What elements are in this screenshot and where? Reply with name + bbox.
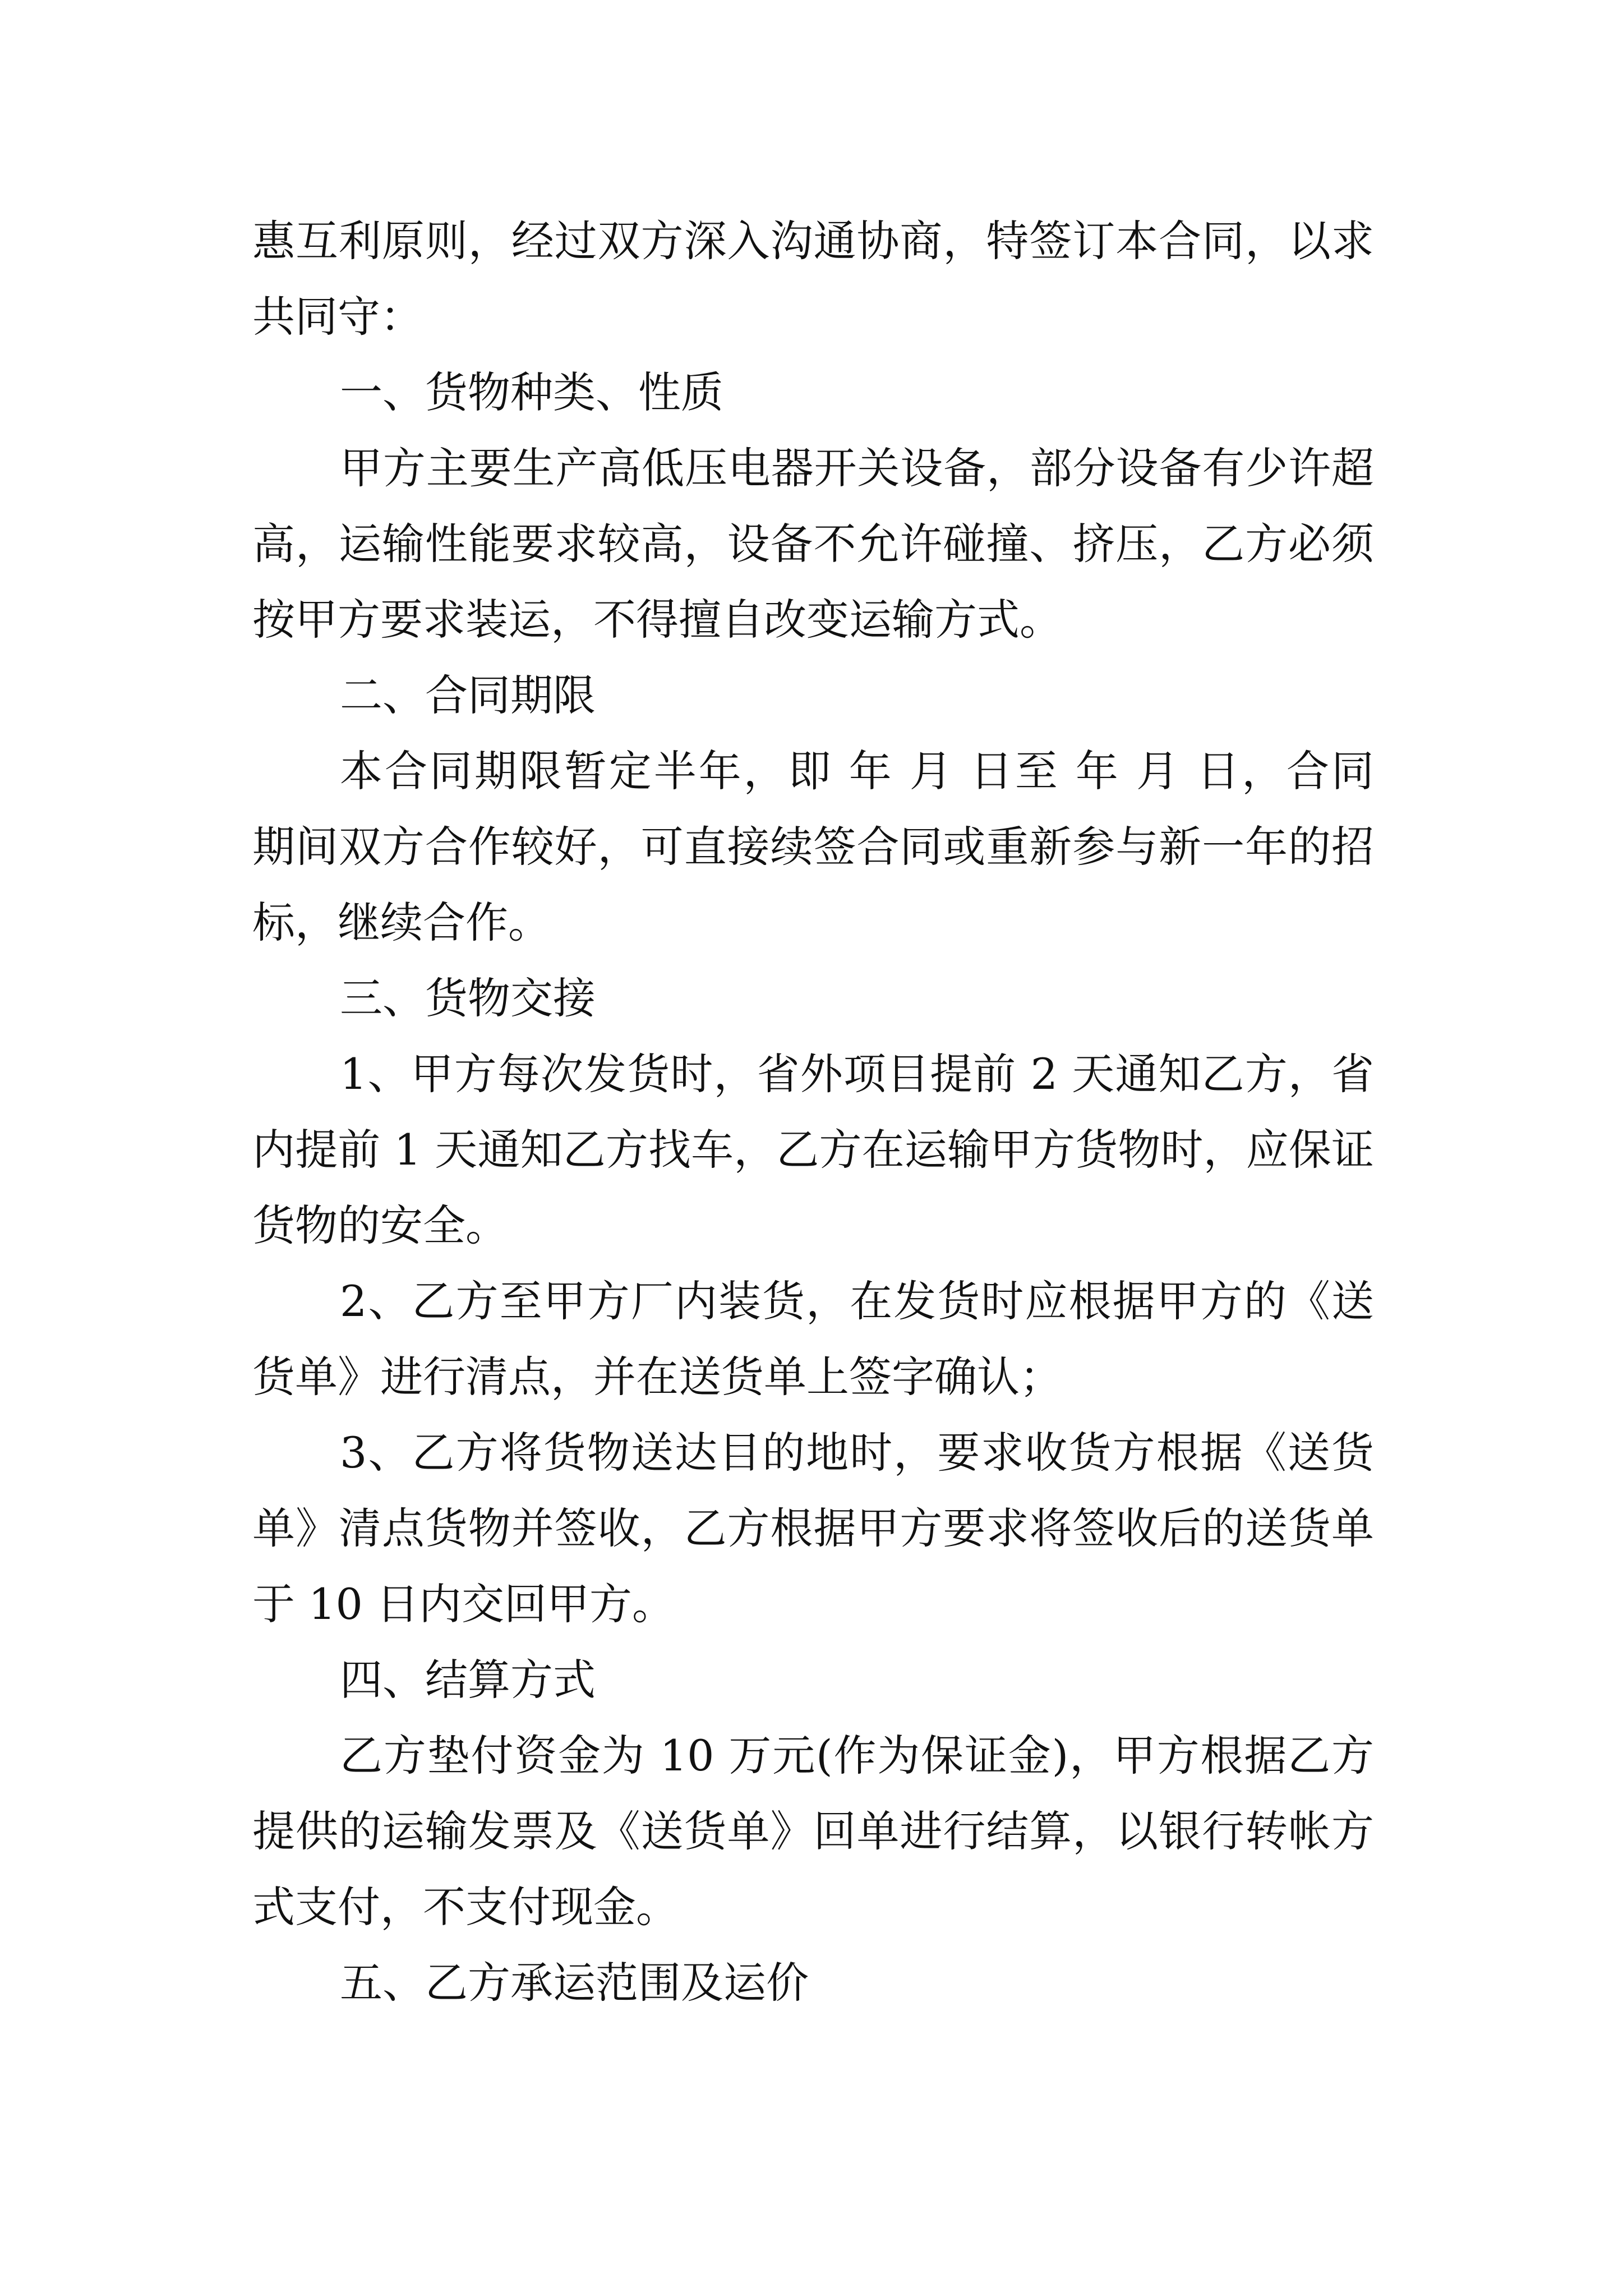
body-text-line: 单》清点货物并签收，乙方根据甲方要求将签收后的送货单 (252, 1503, 1374, 1553)
body-text-line: 甲方主要生产高低压电器开关设备，部分设备有少许超 (340, 443, 1374, 493)
body-text-line: 于 10 日内交回甲方。 (252, 1579, 675, 1629)
body-text-line: 标，继续合作。 (252, 898, 551, 947)
body-text-line: 按甲方要求装运，不得擅自改变运输方式。 (252, 595, 1062, 645)
section-heading: 一、货物种类、性质 (340, 367, 723, 417)
body-text-line: 货物的安全。 (252, 1200, 508, 1250)
body-text-line: 3、乙方将货物送达目的地时，要求收货方根据《送货 (340, 1428, 1374, 1478)
section-heading: 五、乙方承运范围及运价 (340, 1958, 809, 2008)
section-heading: 二、合同期限 (340, 670, 596, 720)
body-text-line: 1、甲方每次发货时，省外项目提前 2 天通知乙方，省 (340, 1049, 1374, 1099)
body-text-line: 2、乙方至甲方厂内装货，在发货时应根据甲方的《送 (340, 1276, 1374, 1326)
body-text-line: 式支付，不支付现金。 (252, 1882, 679, 1932)
section-heading: 三、货物交接 (340, 973, 596, 1023)
body-text-line: 高，运输性能要求较高，设备不允许碰撞、挤压，乙方必须 (252, 519, 1374, 569)
body-text-line: 乙方垫付资金为 10 万元(作为保证金)，甲方根据乙方 (340, 1731, 1374, 1780)
body-text-line: 期间双方合作较好，可直接续签合同或重新参与新一年的招 (252, 822, 1374, 872)
body-text-line: 共同守： (252, 292, 423, 342)
body-text-line: 本合同期限暂定半年，即 年 月 日至 年 月 日，合同 (340, 746, 1374, 796)
body-text-line: 内提前 1 天通知乙方找车，乙方在运输甲方货物时，应保证 (252, 1125, 1374, 1175)
body-text-line: 提供的运输发票及《送货单》回单进行结算，以银行转帐方 (252, 1806, 1374, 1856)
body-text-line: 惠互利原则，经过双方深入沟通协商，特签订本合同，以求 (252, 216, 1374, 266)
body-text-line: 货单》进行清点，并在送货单上签字确认； (252, 1352, 1062, 1402)
section-heading: 四、结算方式 (340, 1655, 596, 1705)
